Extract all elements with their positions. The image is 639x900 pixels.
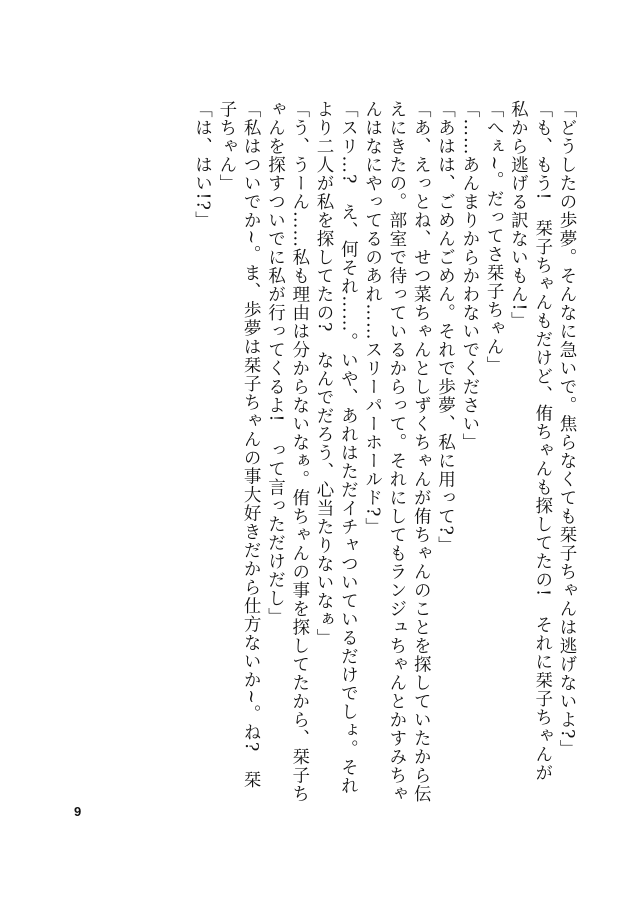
text-line-14: 「私はついでか~。ま、歩夢は栞子ちゃんの事大好きだから仕方ないか~。ね? 栞 (241, 100, 262, 790)
text-line-5: 「……あんまりからかわないでください」 (459, 100, 480, 452)
text-line-1: 「どうしたの歩夢。そんなに急いで。焦らなくても栞子ちゃんは逃げないよ?」 (557, 100, 577, 758)
text-line-2: 「も、もう! 栞子ちゃんもだけど、侑ちゃんも探してたの! それに栞子ちゃんが (532, 100, 553, 783)
page-number: 9 (74, 804, 82, 819)
text-line-16: 「は、はい!?」 (192, 100, 213, 230)
text-line-13: ゃんを探すついでに私が行ってくるよ! って言っただけだし」 (265, 100, 286, 627)
text-line-9: んはなにやってるのあれ……スリーパーホールド?」 (362, 100, 383, 536)
text-line-6: 「あはは、ごめんごめん。それで歩夢、私に用って?」 (435, 100, 456, 555)
text-line-7: 「あ、えっとね、せつ菜ちゃんとしずくちゃんが侑ちゃんのことを探していたから伝 (411, 100, 432, 803)
text-line-4: 「へぇ~。だってさ栞子ちゃん」 (484, 100, 505, 375)
text-line-3: 私から逃げる訳ないもん!」 (508, 100, 529, 331)
text-line-15: 子ちゃん」 (216, 100, 237, 193)
text-line-11: より二人が私を探してたの? なんでだろう、心当たりないなぁ」 (314, 100, 335, 647)
text-line-10: 「スリ…? え、何それ……。いや、あれはただイチャついているだけでしょ。それ (338, 100, 359, 795)
text-line-8: えにきたの。部室で待っているからって。それにしてもランジュちゃんとかすみちゃ (386, 100, 407, 803)
text-line-12: 「う、うーん……私も理由は分からないなぁ。侑ちゃんの事を探してたから、栞子ち (289, 100, 310, 803)
vertical-body-text (190, 100, 579, 803)
